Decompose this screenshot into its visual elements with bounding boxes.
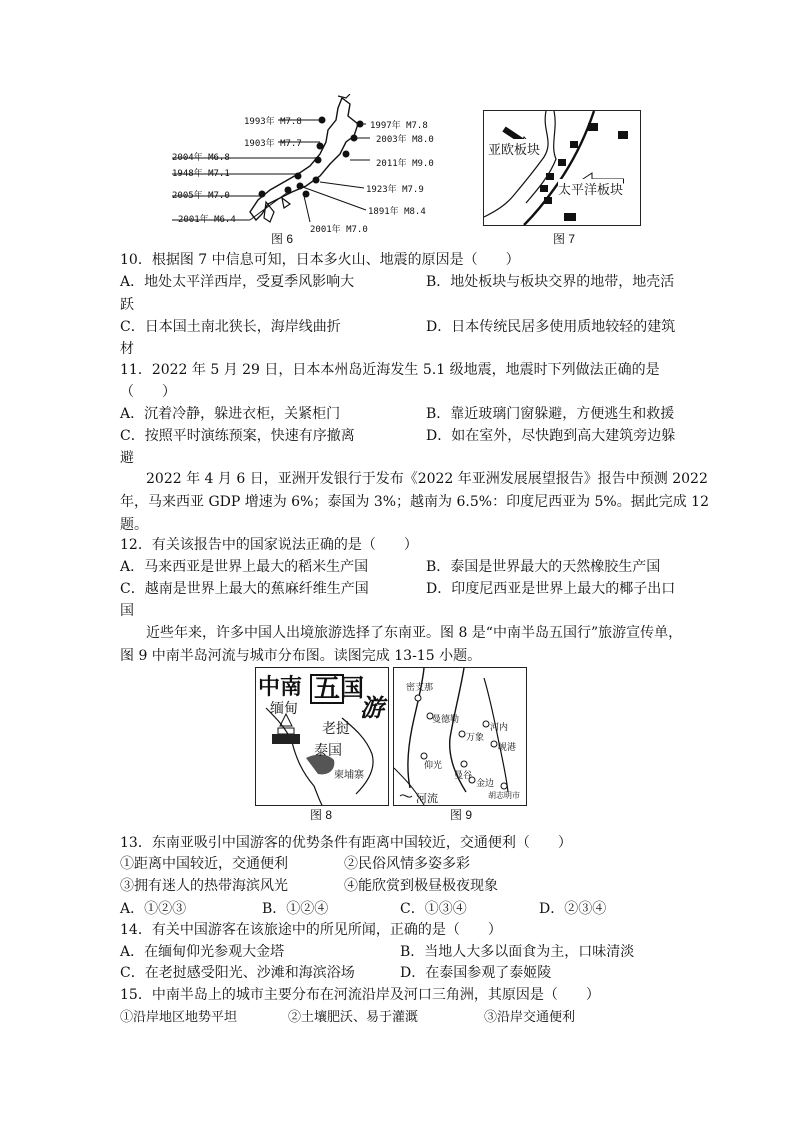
pacific-plate-label: 太平洋板块 — [558, 179, 623, 198]
q14-option-d[interactable]: D．在泰国参观了泰姬陵 — [400, 965, 552, 981]
fig8-title-1: 中南 — [258, 674, 303, 700]
fig8-title-2: 五 — [310, 674, 344, 704]
quake-label-1923: 1923年 M7.9 — [366, 185, 424, 195]
city-vientiane: 万象 — [466, 733, 485, 743]
q13-option-d[interactable]: D．②③④ — [539, 901, 607, 917]
quake-label-1948: 1948年 M7.1 — [172, 169, 230, 179]
q12-option-b[interactable]: B．泰国是世界最大的天然橡胶生产国 — [426, 559, 661, 575]
q10-option-d-cont: 材 — [120, 341, 134, 357]
q13-option-b[interactable]: B．①②④ — [262, 901, 329, 917]
q13-option-c[interactable]: C．①③④ — [400, 901, 467, 917]
q15-stem: 15．中南半岛上的城市主要分布在河流沿岸及河口三角洲，其原因是（ ） — [120, 987, 600, 1003]
q13-statement-2: ②民俗风情多姿多彩 — [344, 856, 470, 872]
quake-label-2001b: 2001年 M7.0 — [310, 225, 368, 235]
q15-statement-2: ②土壤肥沃、易于灌溉 — [288, 1010, 419, 1025]
material-1-line-2: 年，马来西亚 GDP 增速为 6%；泰国为 3%；越南为 6.5%：印度尼西亚为 5%。据此完成 12 — [120, 494, 709, 510]
quake-label-2004: 2004年 M6.8 — [172, 153, 230, 163]
q10-option-a[interactable]: A．地处太平洋西岸，受夏季风影响大 — [120, 274, 355, 290]
q12-option-a[interactable]: A．马来西亚是世界上最大的稻米生产国 — [120, 559, 369, 575]
q14-option-b[interactable]: B．当地人大多以面食为主，口味清淡 — [400, 944, 635, 960]
quake-label-1997: 1997年 M7.8 — [370, 121, 428, 131]
city-hochiminh: 胡志明市 — [488, 791, 520, 800]
q10-option-d[interactable]: D．日本传统民居多使用质地较轻的建筑 — [426, 319, 676, 335]
q11-option-a[interactable]: A．沉着冷静，躲进衣柜，关紧柜门 — [120, 406, 341, 422]
figure-8-caption: 图 8 — [310, 808, 333, 822]
q13-statement-3: ③拥有迷人的热带海滨风光 — [120, 878, 288, 894]
q14-stem: 14．有关中国游客在该旅途中的所见所闻，正确的是（ ） — [120, 922, 502, 938]
material-2-line-2: 图 9 中南半岛河流与城市分布图。读图完成 13-15 小题。 — [120, 648, 482, 664]
material-1-line-3: 题。 — [120, 517, 148, 533]
q13-statement-4: ④能欣赏到极昼极夜现象 — [344, 878, 498, 894]
q14-option-a[interactable]: A．在缅甸仰光参观大金塔 — [120, 944, 285, 960]
label-myanmar: 缅甸 — [270, 701, 298, 717]
quake-label-2005: 2005年 M7.0 — [172, 191, 230, 201]
q12-option-d-cont: 国 — [120, 603, 134, 619]
q11-stem-cont: （ ） — [120, 384, 176, 400]
city-bangkok: 曼谷 — [454, 771, 473, 781]
q10-option-c[interactable]: C．日本国土南北狭长，海岸线曲折 — [120, 319, 341, 335]
quake-label-1903: 1903年 M7.7 — [244, 139, 302, 149]
q12-option-d[interactable]: D．印度尼西亚是世界上最大的椰子出口 — [426, 581, 676, 597]
q11-option-b[interactable]: B．靠近玻璃门窗躲避，方便逃生和救援 — [426, 406, 675, 422]
material-2-line-1: 近些年来，许多中国人出境旅游选择了东南亚。图 8 是“中南半岛五国行”旅游宣传单， — [146, 625, 683, 641]
river-legend: 河流 — [416, 792, 438, 805]
q11-option-d-cont: 避 — [120, 450, 134, 466]
figure-7 — [483, 110, 641, 226]
q13-option-a[interactable]: A．①②③ — [120, 901, 187, 917]
city-yangon: 仰光 — [424, 761, 443, 771]
q12-option-c[interactable]: C．越南是世界上最大的蕉麻纤维生产国 — [120, 581, 369, 597]
city-phnompenh: 金边 — [476, 779, 495, 789]
fig8-title-4: 游 — [360, 693, 384, 722]
label-cambodia: 柬埔寨 — [334, 770, 364, 781]
quake-label-2001a: 2001年 M6.4 — [178, 215, 236, 225]
label-thailand: 泰国 — [314, 743, 342, 759]
q10-stem: 10．根据图 7 中信息可知，日本多火山、地震的原因是（ ） — [120, 252, 520, 268]
eurasian-plate-label: 亚欧板块 — [488, 139, 540, 158]
plate-map — [484, 111, 640, 225]
figure-6-caption: 图 6 — [271, 232, 294, 246]
q15-statement-1: ①沿岸地区地势平坦 — [120, 1010, 238, 1025]
material-1-line-1: 2022 年 4 月 6 日，亚洲开发银行于发布《2022 年亚洲发展展望报告》报告中预测 2022 — [146, 471, 708, 487]
quake-label-2011: 2011年 M9.0 — [376, 159, 434, 169]
q11-stem: 11．2022 年 5 月 29 日，日本本州岛近海发生 5.1 级地震，地震时下列做法正确的是 — [120, 362, 660, 378]
figure-8 — [255, 667, 389, 806]
label-laos: 老挝 — [322, 721, 350, 737]
q12-stem: 12．有关该报告中的国家说法正确的是（ ） — [120, 537, 418, 553]
q10-option-b[interactable]: B．地处板块与板块交界的地带，地壳活 — [426, 274, 675, 290]
q13-stem: 13．东南亚吸引中国游客的优势条件有距离中国较近，交通便利（ ） — [120, 835, 572, 851]
city-mandalay: 曼德勒 — [432, 715, 460, 725]
q14-option-c[interactable]: C．在老挝感受阳光、沙滩和海滨浴场 — [120, 965, 355, 981]
q11-option-d[interactable]: D．如在室外，尽快跑到高大建筑旁边躲 — [426, 428, 676, 444]
figure-9-caption: 图 9 — [450, 808, 473, 822]
fig8-title-3: 国 — [340, 673, 364, 702]
city-hanoi: 河内 — [490, 723, 509, 733]
quake-label-2003: 2003年 M8.0 — [376, 135, 434, 145]
figure-6 — [170, 94, 450, 234]
city-danang: 岘港 — [498, 743, 517, 753]
quake-label-1891: 1891年 M8.4 — [368, 207, 426, 217]
q11-option-c[interactable]: C．按照平时演练预案，快速有序撤离 — [120, 428, 355, 444]
q15-statement-3: ③沿岸交通便利 — [484, 1010, 576, 1025]
q13-statement-1: ①距离中国较近，交通便利 — [120, 856, 288, 872]
quake-label-1993: 1993年 M7.8 — [244, 117, 302, 127]
q10-option-b-cont: 跃 — [120, 297, 134, 313]
figure-9 — [393, 667, 527, 806]
city-myitkyina: 密支那 — [406, 683, 434, 693]
figure-7-caption: 图 7 — [553, 232, 576, 246]
